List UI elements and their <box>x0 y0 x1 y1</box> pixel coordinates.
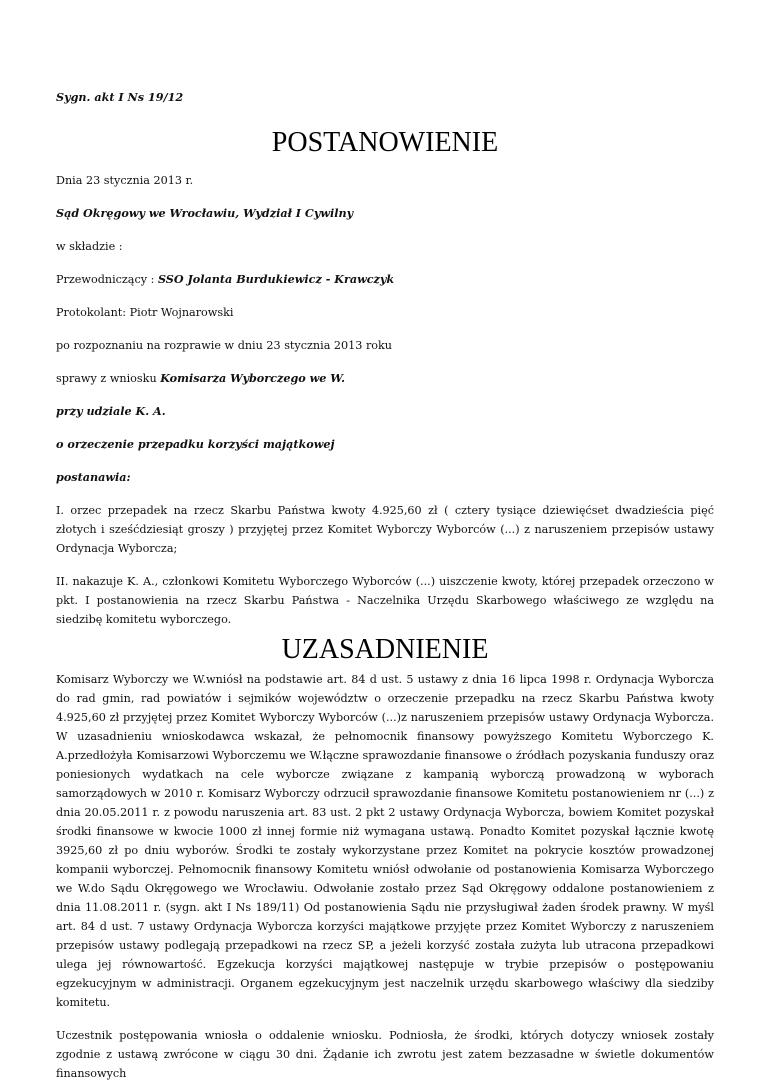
justification-title: UZASADNIENIE <box>281 634 489 665</box>
decides-line: postanawia: <box>56 470 131 484</box>
chair-name: SSO Jolanta Burdukiewicz - Krawczyk <box>157 272 395 286</box>
participant-line: przy udziale K. A. <box>56 404 166 418</box>
court-name: Sąd Okręgowy we Wrocławiu, Wydział I Cywilny <box>56 206 354 220</box>
applicant-name: Komisarza Wyborczego we W. <box>160 371 345 385</box>
case-reference: Sygn. akt I Ns 19/12 <box>56 90 184 104</box>
hearing-line: po rozpoznaniu na rozprawie w dniu 23 stycznia 2013 roku <box>56 339 393 352</box>
document-date: Dnia 23 stycznia 2013 r. <box>56 174 194 187</box>
composition-label: w składzie : <box>56 240 123 253</box>
case-label: sprawy z wniosku <box>56 372 161 385</box>
document-page <box>56 88 714 1083</box>
document-title: POSTANOWIENIE <box>271 127 499 158</box>
justification-paragraph-1: Komisarz Wyborczy we W.wniósł na podstawie art. 84 d ust. 5 ustawy z dnia 16 lipca 1998 r. Ordynacja Wyborcza do rad gmin, rad powiatów i sejmików województw o orzeczenie przepadku na rzecz Skarbu Państwa kwoty 4.925,60 zł przyjętej przez Komitet Wyborczy Wyborców (...)z naruszeniem przepisów ustawy Ordynacja Wyborcza. W uzasadnieniu wnioskodawca wskazał, że pełnomocnik finansowy powyższego Komitetu Wyborczego K. A.przedłożyła Komisarzowi Wyborczemu we W.łączne sprawozdanie finansowe o źródłach pozyskania funduszy oraz poniesionych wydatkach na cele wyborcze związane z kampanią wyborczą prowadzoną w wyborach samorządowych w 2010 r. Komisarz Wyborczy odrzucił sprawozdanie finansowe Komitetu postanowieniem nr (...) z dnia 20.05.2011 r. z powodu naruszenia art. 83 ust. 2 pkt 2 ustawy Ordynacja Wyborcza, bowiem Komitet pozyskał środki finansowe w kwocie 1000 zł innej formie niż wymagana ustawą. Ponadto Komitet pozyskał łącznie kwotę 3925,60 zł po dniu wyborów. Środki te zostały wykorzystane przez Komitet na pokrycie kosztów prowadzonej kompanii wyborczej. Pełnomocnik finansowy Komitetu wniósł odwołanie od postanowienia Komisarza Wyborczego we W.do Sądu Okręgowego we Wrocławiu. Odwołanie zostało przez Sąd Okręgowy oddalone postanowieniem z dnia 11.08.2011 r. (sygn. akt I Ns 189/11) Od postanowienia Sądu nie przysługiwał żaden środek prawny. W myśl art. 84 d ust. 7 ustawy Ordynacja Wyborcza korzyści majątkowe przyjęte przez Komitet Wyborczy z naruszeniem przepisów ustawy podlegają przepadkowi na rzecz SP, a jeżeli korzyść została zużyta lub utracona przepadkowi ulega jej równowartość. Egzekucja korzyści majątkowej następuje w trybie przepisów o postępowaniu egzekucyjnym w administracji. Organem egzekucyjnym jest naczelnik urzędu skarbowego właściwy dla siedziby komitetu. <box>56 673 714 1009</box>
ruling-point-2: II. nakazuje K. A., członkowi Komitetu Wyborczego Wyborców (...) uiszczenie kwoty, której przepadek orzeczono w pkt. I postanowienia na rzecz Skarbu Państwa - Naczelnika Urzędu Skarbowego właściwego ze względu na siedzibę komitetu wyborczego. <box>56 575 714 626</box>
chair-label: Przewodniczący : <box>56 273 158 286</box>
ruling-point-1: I. orzec przepadek na rzecz Skarbu Państwa kwoty 4.925,60 zł ( cztery tysiące dziewięćset dwadzieścia pięć złotych i sześćdziesiąt groszy ) przyjętej przez Komitet Wyborczy Wyborców (...) z naruszeniem przepisów ustawy Ordynacja Wyborcza; <box>56 504 714 555</box>
justification-paragraph-2: Uczestnik postępowania wniosła o oddalenie wniosku. Podniosła, że środki, których dotyczy wniosek zostały zgodnie z ustawą zwrócone w ciągu 30 dni. Żądanie ich zwrotu jest zatem bezzasadne w świetle dokumentów finansowych <box>56 1029 714 1080</box>
subject-line: o orzeczenie przepadku korzyści majątkowej <box>56 437 335 451</box>
case-line <box>56 369 714 388</box>
clerk-line: Protokolant: Piotr Wojnarowski <box>56 306 234 319</box>
chair-line <box>56 270 714 289</box>
